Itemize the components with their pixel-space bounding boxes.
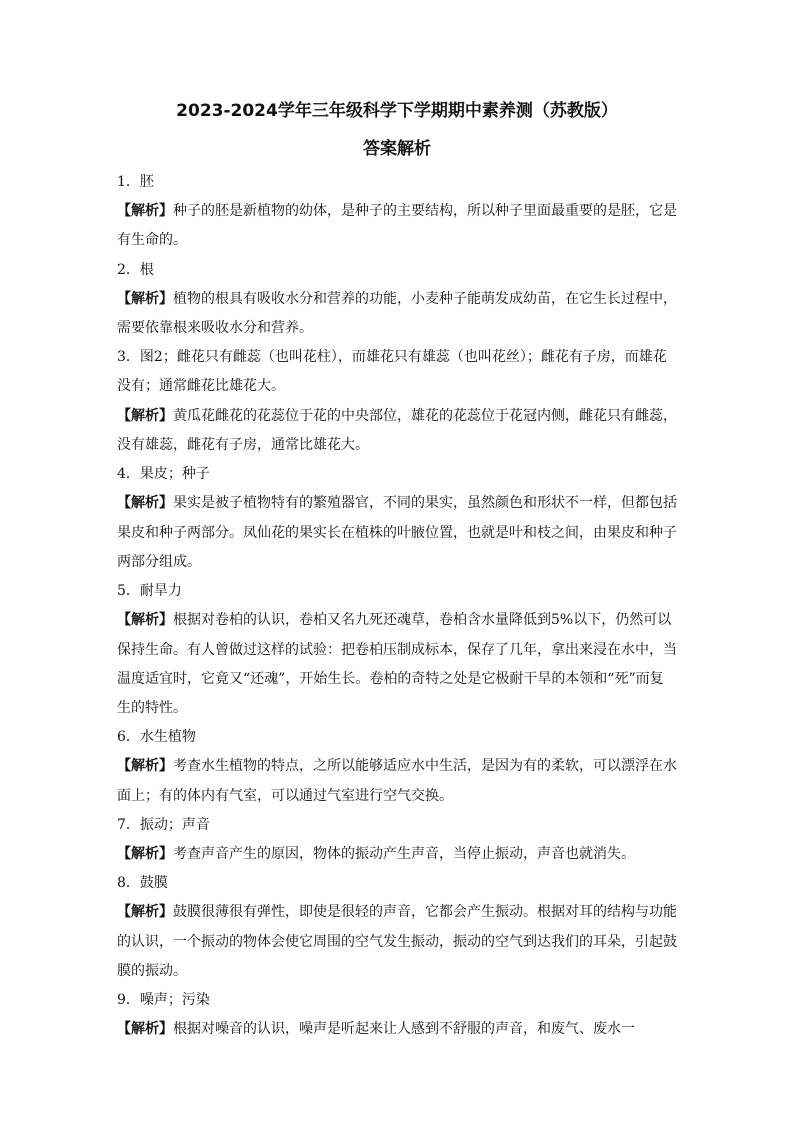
explanation-paragraph [117, 285, 677, 344]
explanation-text: 根据对噪音的认识，噪声是听起来让人感到不舒服的声音，和废气、废水一 [173, 1021, 635, 1038]
answer-line: 3．图2；雌花只有雌蕊（也叫花柱），而雄花只有雄蕊（也叫花丝）；雌花有子房，而雄花没有；通常雌花比雄花大。 [117, 349, 667, 395]
explanation-text: 鼓膜很薄很有弹性，即使是很轻的声音，它都会产生振动。根据对耳的结构与功能的认识，一个振动的物体会使它周围的空气发生振动，振动的空气到达我们的耳朵，引起鼓膜的振动。 [117, 904, 677, 979]
answer-line: 1．胚 [117, 174, 154, 190]
explanation-paragraph [117, 840, 677, 869]
answer-line: 8．鼓膜 [117, 875, 168, 892]
explanation-tag: 【解析】 [117, 407, 173, 424]
explanation-text: 黄瓜花雌花的花蕊位于花的中央部位，雄花的花蕊位于花冠内侧，雌花只有雌蕊，没有雄蕊，雌花有子房，通常比雄花大。 [117, 407, 677, 454]
explanation-paragraph [117, 489, 677, 577]
document-subtitle: 答案解析 [363, 139, 431, 159]
answer-list [117, 168, 677, 1045]
explanation-text: 果实是被子植物特有的繁殖器官，不同的果实，虽然颜色和形状不一样，但都包括果皮和种子两部分。凤仙花的果实长在植株的叶腋位置，也就是叶和枝之间，由果皮和种子两部分组成。 [117, 495, 677, 570]
answer-item-1 [117, 168, 677, 256]
answer-line: 2．根 [117, 261, 154, 278]
explanation-paragraph [117, 898, 677, 986]
explanation-text: 根据对卷柏的认识，卷柏又名九死还魂草，卷柏含水量降低到5%以下，仍然可以保持生命。有人曾做过这样的试验：把卷柏压制成标本，保存了几年，拿出来浸在水中，当温度适宜时，它竟又“还魂”，开始生长。卷柏的奇特之处是它极耐干旱的本领和“死”而复生的特性。 [117, 612, 677, 717]
explanation-tag: 【解析】 [117, 290, 173, 307]
answer-line: 7．振动；声音 [117, 817, 210, 834]
answer-line: 4．果皮；种子 [117, 466, 210, 483]
answer-line: 5．耐旱力 [117, 583, 182, 600]
answer-item-2 [117, 256, 677, 344]
answer-item-3 [117, 343, 677, 460]
explanation-paragraph [117, 1015, 677, 1044]
explanation-text: 植物的根具有吸收水分和营养的功能，小麦种子能萌发成幼苗，在它生长过程中，需要依靠根来吸收水分和营养。 [117, 290, 677, 336]
explanation-tag: 【解析】 [117, 612, 173, 629]
explanation-tag: 【解析】 [117, 758, 173, 775]
answer-item-8 [117, 869, 677, 986]
explanation-text: 种子的胚是新植物的幼体，是种子的主要结构，所以种子里面最重要的是胚，它是有生命的。 [117, 203, 677, 249]
explanation-tag: 【解析】 [117, 1021, 173, 1038]
answer-item-7 [117, 811, 677, 869]
answer-item-9 [117, 986, 677, 1044]
answer-item-5 [117, 577, 677, 723]
answer-item-4 [117, 460, 677, 577]
answer-item-6 [117, 723, 677, 811]
explanation-paragraph [117, 197, 677, 256]
explanation-paragraph [117, 402, 677, 461]
document-title: 2023-2024学年三年级科学下学期期中素养测（苏教版） [176, 101, 618, 121]
explanation-text: 考查水生植物的特点，之所以能够适应水中生活，是因为有的柔软，可以漂浮在水面上；有的体内有气室，可以通过气室进行空气交换。 [117, 758, 677, 804]
explanation-paragraph [117, 752, 677, 811]
explanation-paragraph [117, 606, 677, 723]
explanation-tag: 【解析】 [117, 846, 173, 863]
explanation-tag: 【解析】 [117, 904, 173, 921]
explanation-tag: 【解析】 [117, 495, 173, 512]
explanation-tag: 【解析】 [117, 203, 173, 219]
answer-line: 6．水生植物 [117, 729, 196, 746]
explanation-text: 考查声音产生的原因，物体的振动产生声音，当停止振动，声音也就消失。 [173, 846, 635, 863]
answer-line: 9．噪声；污染 [117, 992, 210, 1009]
